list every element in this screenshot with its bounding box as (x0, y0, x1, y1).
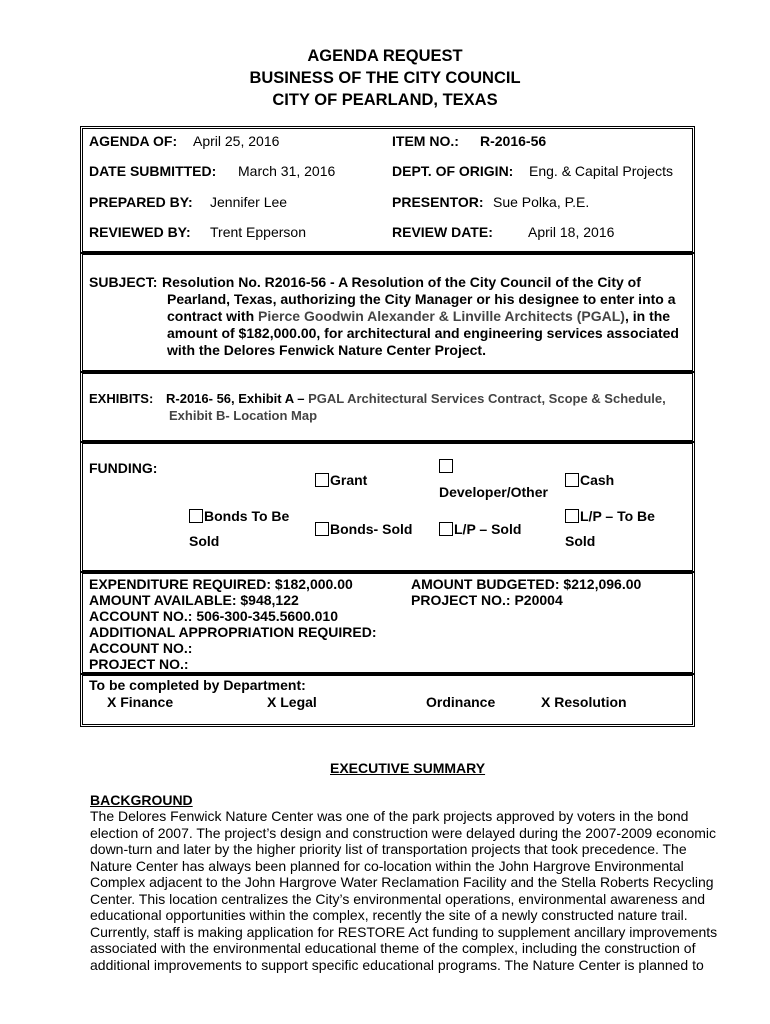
subject-line-2: Pearland, Texas, authorizing the City Manager or his designee to enter into a (167, 291, 676, 307)
prepared-by-label: PREPARED BY: (89, 194, 193, 210)
lp-to-be-checkbox[interactable] (565, 509, 579, 523)
dept-origin-label: DEPT. OF ORIGIN: (392, 163, 514, 179)
developer-checkbox-wrap (439, 458, 454, 474)
prepared-by-value: Jennifer Lee (210, 194, 288, 210)
grant-label: Grant (330, 472, 368, 488)
subject-label: SUBJECT: (89, 274, 158, 290)
grant-option (315, 472, 367, 488)
amount-budgeted: AMOUNT BUDGETED: $212,096.00 (411, 576, 642, 592)
subject-line-5: with the Delores Fenwick Nature Center Project. (167, 342, 486, 358)
exhibits-line-2: Exhibit B- Location Map (169, 408, 318, 423)
legal-item: X Legal (267, 694, 317, 710)
review-date-value: April 18, 2016 (528, 224, 615, 240)
subject-line-4: amount of $182,000.00, for architectural and engineering services associated (167, 325, 679, 341)
background-line: educational opportunities within the complex, recently the site of a newly constructed nature trail. (90, 907, 688, 923)
department-section (80, 673, 695, 727)
background-line: Complex adjacent to the John Hargrove Water Reclamation Facility and the Stella Roberts Recycling (90, 874, 714, 890)
lp-to-be-label-2: Sold (565, 533, 596, 549)
exhibits-line-1 (166, 391, 666, 406)
lp-sold-label: L/P – Sold (454, 521, 522, 537)
developer-checkbox[interactable] (439, 459, 453, 473)
bonds-sold-label: Bonds- Sold (330, 521, 413, 537)
date-submitted-label: DATE SUBMITTED: (89, 163, 217, 179)
background-line: The Delores Fenwick Nature Center was one of the park projects approved by voters in the bond (90, 808, 689, 824)
ordinance-item: Ordinance (426, 694, 496, 710)
title-line-1: AGENDA REQUEST (307, 47, 463, 65)
resolution-item: X Resolution (541, 694, 627, 710)
cash-label: Cash (580, 472, 615, 488)
subject-line-3-post: , in the (624, 308, 671, 324)
grant-checkbox[interactable] (315, 473, 329, 487)
item-no-value: R-2016-56 (480, 133, 547, 149)
cash-checkbox[interactable] (565, 473, 579, 487)
subject-line-1: Resolution No. R2016-56 - A Resolution of the City Council of the City of (162, 274, 641, 290)
funding-section (80, 441, 695, 573)
background-line: associated with the environmental educational theme of the complex, including the construction of (90, 940, 696, 956)
project-no-blank: PROJECT NO.: (89, 656, 189, 672)
exhibit-a-prefix: R-2016- 56, Exhibit A – (166, 391, 309, 406)
background-line: additional improvements to support specific educational programs. The Nature Center is planned to (90, 956, 704, 973)
lp-to-be-option (565, 508, 655, 524)
exhibits-section (80, 371, 695, 443)
bonds-sold-checkbox[interactable] (315, 522, 329, 536)
agenda-of-label: AGENDA OF: (89, 133, 178, 149)
info-section (80, 126, 695, 254)
background-line: down-turn and later by the higher priority list of transportation projects that took precedence. The (90, 841, 687, 857)
subject-firm-name: Pierce Goodwin Alexander & Linville Architects (PGAL) (258, 308, 625, 324)
expenditure-section (80, 571, 695, 675)
expenditure-required: EXPENDITURE REQUIRED: $182,000.00 (89, 576, 353, 592)
bonds-to-be-label: Bonds To Be (204, 508, 290, 524)
bonds-to-be-option (189, 508, 289, 524)
lp-to-be-label: L/P – To Be (580, 508, 655, 524)
date-submitted-value: March 31, 2016 (238, 163, 336, 179)
project-no: PROJECT NO.: P20004 (411, 592, 563, 608)
background-title: BACKGROUND (90, 792, 193, 808)
exhibit-a-title: PGAL Architectural Services Contract, Scope & Schedule, (308, 391, 666, 406)
subject-line-3-pre: contract with (167, 308, 259, 324)
bonds-sold-option (315, 521, 412, 537)
background-line: election of 2007. The project’s design and construction were delayed during the 2007-2009 economic (90, 824, 717, 841)
amount-available: AMOUNT AVAILABLE: $948,122 (89, 592, 299, 608)
subject-line-3 (167, 308, 670, 324)
review-date-label: REVIEW DATE: (392, 224, 493, 240)
cash-option (565, 472, 614, 488)
finance-item: X Finance (107, 694, 174, 710)
presentor-label: PRESENTOR: (392, 194, 484, 210)
background-line: Center. This location centralizes the City’s environmental operations, environmental awareness and (90, 890, 706, 907)
title-line-2: BUSINESS OF THE CITY COUNCIL (249, 69, 521, 87)
lp-sold-checkbox[interactable] (439, 522, 453, 536)
title-line-3: CITY OF PEARLAND, TEXAS (272, 91, 498, 109)
developer-label: Developer/Other (439, 484, 548, 500)
executive-summary-title: EXECUTIVE SUMMARY (330, 760, 486, 776)
lp-sold-option (439, 521, 521, 537)
reviewed-by-label: REVIEWED BY: (89, 224, 191, 240)
subject-section (80, 252, 695, 373)
background-line: Nature Center has always been planned for co-location within the John Hargrove Environmental (90, 857, 684, 874)
exhibits-label: EXHIBITS: (89, 391, 154, 406)
agenda-of-value: April 25, 2016 (193, 133, 280, 149)
reviewed-by-value: Trent Epperson (210, 224, 306, 240)
presentor-value: Sue Polka, P.E. (493, 194, 590, 210)
department-label: To be completed by Department: (89, 677, 306, 693)
background-paragraph (90, 808, 730, 973)
background-line: Currently, staff is making application for RESTORE Act funding to supplement ancillary improvements (90, 923, 718, 940)
dept-origin-value: Eng. & Capital Projects (529, 163, 673, 179)
bonds-to-be-checkbox[interactable] (189, 509, 203, 523)
funding-label: FUNDING: (89, 460, 158, 476)
account-no-2: ACCOUNT NO.: (89, 640, 193, 656)
item-no-label: ITEM NO.: (392, 133, 459, 149)
additional-appropriation: ADDITIONAL APPROPRIATION REQUIRED: (89, 624, 377, 640)
account-no: ACCOUNT NO.: 506-300-345.5600.010 (89, 608, 339, 624)
bonds-to-be-label-2: Sold (189, 533, 220, 549)
